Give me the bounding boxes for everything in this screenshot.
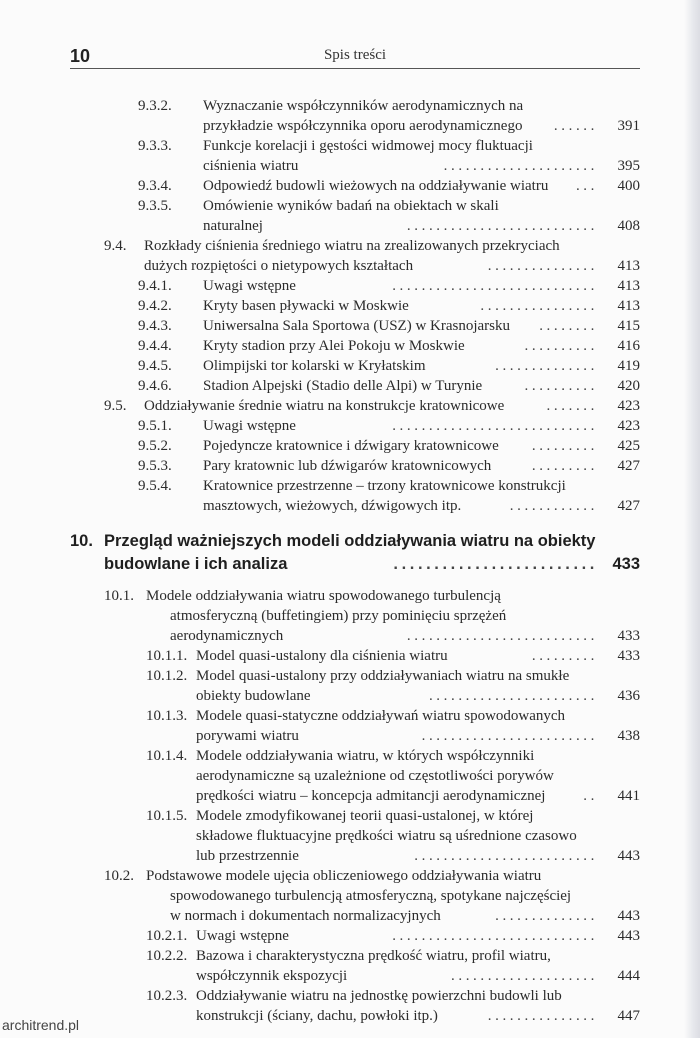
toc-entry-number: 10.1.1. xyxy=(146,648,188,664)
toc-entry-line xyxy=(196,926,598,946)
toc-entry-line xyxy=(203,176,598,196)
toc-entry-number: 10.1.4. xyxy=(146,748,188,764)
toc-entry-number: 10.2.3. xyxy=(146,988,188,1004)
toc-entry-page: 447 xyxy=(617,1008,640,1024)
toc-entry-line xyxy=(144,256,598,276)
toc-entry[interactable] xyxy=(138,336,640,356)
toc-entry-line xyxy=(203,456,598,476)
toc-entry-line xyxy=(203,436,598,456)
toc-leader-dots: ........ xyxy=(539,318,598,334)
toc-entry-title-line: współczynnik ekspozycji xyxy=(196,968,348,984)
toc-entry-number: 9.4.1. xyxy=(138,278,172,294)
toc-entry[interactable] xyxy=(104,586,640,646)
toc-entry-line xyxy=(196,766,640,786)
toc-leader-dots: .. xyxy=(583,788,598,804)
toc-leader-dots: ......... xyxy=(531,648,598,664)
toc-entry-line xyxy=(203,496,598,516)
toc-entry-number: 9.4.6. xyxy=(138,378,172,394)
toc-entry-page: 441 xyxy=(617,788,640,804)
toc-leader-dots: ......... xyxy=(531,458,598,474)
toc-entry-title-line: masztowych, wieżowych, dźwigowych itp. xyxy=(203,498,462,514)
toc-entry-title-line: Uwagi wstępne xyxy=(203,418,296,434)
toc-entry-title-line: porywami wiatru xyxy=(196,728,299,744)
toc-entry-page: 433 xyxy=(617,648,640,664)
toc-leader-dots: ............................ xyxy=(392,928,598,944)
toc-entry-page: 427 xyxy=(617,458,640,474)
toc-entry-title-line: Modele zmodyfikowanej teorii quasi-ustalonej, w której xyxy=(196,808,534,824)
toc-entry-title-line: Modele oddziaływania wiatru spowodowanego turbulencją xyxy=(146,588,501,604)
toc-entry[interactable] xyxy=(138,436,640,456)
toc-entry-line xyxy=(196,946,640,966)
toc-entry-number: 9.4.3. xyxy=(138,318,172,334)
toc-entry-title-line: Kryty basen pływacki w Moskwie xyxy=(203,298,409,314)
toc-entry-line xyxy=(146,866,640,886)
toc-entry[interactable] xyxy=(138,96,640,136)
toc-entry-line xyxy=(203,276,598,296)
toc-entry-line xyxy=(203,316,598,336)
page-number: 10 xyxy=(70,46,91,66)
toc-entry-title-line: prędkości wiatru – koncepcja admitancji aerodynamicznej xyxy=(196,788,546,804)
watermark: architrend.pl xyxy=(2,1017,80,1033)
toc-entry-number: 9.3.4. xyxy=(138,178,172,194)
toc-entry[interactable] xyxy=(138,456,640,476)
toc-leader-dots: .......... xyxy=(524,378,598,394)
toc-entry-title-line: Wyznaczanie współczynników aerodynamicznych na xyxy=(203,98,524,114)
toc-entry-title-line: Uwagi wstępne xyxy=(196,928,289,944)
toc-entry[interactable] xyxy=(138,296,640,316)
toc-entry-line xyxy=(203,116,598,136)
toc-entry-page: 427 xyxy=(617,498,640,514)
toc-entry-title-line: naturalnej xyxy=(203,218,263,234)
toc-entry[interactable] xyxy=(146,946,640,986)
toc-entry-line xyxy=(196,666,640,686)
toc-entry-title-line: Stadion Alpejski (Stadio delle Alpi) w Turynie xyxy=(203,378,483,394)
toc-leader-dots: .............. xyxy=(495,358,598,374)
toc-entry-page: 425 xyxy=(617,438,640,454)
toc-entry-title-line: atmosferyczną (buffetingiem) przy pominięciu sprzężeń xyxy=(170,608,507,624)
toc-entry-title-line: Kryty stadion przy Alei Pokoju w Moskwie xyxy=(203,338,465,354)
toc-leader-dots: ......... xyxy=(531,438,598,454)
toc-entry-title-line: Model quasi-ustalony dla ciśnienia wiatru xyxy=(196,648,448,664)
toc-leader-dots: .......... xyxy=(524,338,598,354)
page-header xyxy=(70,44,640,68)
toc-entry-title-line: Odpowiedź budowli wieżowych na oddziaływanie wiatru xyxy=(203,178,549,194)
toc-leader-dots: ....................... xyxy=(428,688,598,704)
toc-entry-number: 10.2.2. xyxy=(146,948,188,964)
toc-entry-page: 420 xyxy=(617,378,640,394)
toc-entry[interactable] xyxy=(146,706,640,746)
toc-entry[interactable] xyxy=(138,416,640,436)
toc-entry[interactable] xyxy=(70,530,640,576)
toc-entry-title-line: Olimpijski tor kolarski w Kryłatskim xyxy=(203,358,426,374)
toc-entry-line xyxy=(203,156,598,176)
toc-entry-line xyxy=(203,356,598,376)
toc-entry-title-line: budowlane i ich analiza xyxy=(104,555,288,573)
toc-entry[interactable] xyxy=(138,136,640,176)
toc-entry-line xyxy=(196,1006,598,1026)
toc-entry[interactable] xyxy=(138,476,640,516)
toc-entry-number: 9.3.3. xyxy=(138,138,172,154)
toc-entry-number: 9.5.1. xyxy=(138,418,172,434)
toc-entry-line xyxy=(146,586,640,606)
toc-entry[interactable] xyxy=(138,376,640,396)
toc-entry-line xyxy=(196,646,598,666)
toc-entry-title-line: Rozkłady ciśnienia średniego wiatru na zrealizowanych przekryciach xyxy=(144,238,560,254)
toc-entry-page: 391 xyxy=(617,118,640,134)
toc-leader-dots: ............... xyxy=(487,258,598,274)
toc-leader-dots: .......................... xyxy=(406,218,598,234)
toc-entry-number: 10.1. xyxy=(104,588,134,604)
toc-leader-dots: ............................ xyxy=(392,418,598,434)
toc-entry-line xyxy=(170,886,640,906)
toc-entry[interactable] xyxy=(146,806,640,866)
toc-entry-line xyxy=(203,416,598,436)
toc-entry-page: 413 xyxy=(617,258,640,274)
toc-entry-title-line: Oddziaływanie wiatru na jednostkę powierzchni budowli lub xyxy=(196,988,562,1004)
toc-entry-line xyxy=(196,966,598,986)
toc-entry[interactable] xyxy=(138,316,640,336)
toc-entry[interactable] xyxy=(146,666,640,706)
toc-leader-dots: ............................ xyxy=(392,278,598,294)
toc-leader-dots: .............. xyxy=(495,908,598,924)
toc-entry-page: 444 xyxy=(617,968,640,984)
toc-leader-dots: ...... xyxy=(553,118,598,134)
toc-entry-page: 423 xyxy=(617,418,640,434)
toc-entry-page: 416 xyxy=(617,338,640,354)
toc-entry-title-line: Oddziaływanie średnie wiatru na konstrukcje kratownicowe xyxy=(144,398,505,414)
toc-leader-dots: ............ xyxy=(509,498,598,514)
toc-entry-line xyxy=(196,786,598,806)
toc-entry-number: 9.5.2. xyxy=(138,438,172,454)
toc-entry-title-line: składowe fluktuacyjne prędkości wiatru są uśrednione czasowo xyxy=(196,828,577,844)
toc-entry-title-line: Bazowa i charakterystyczna prędkość wiatru, profil wiatru, xyxy=(196,948,551,964)
toc-entry-line xyxy=(196,706,640,726)
toc-entry-title-line: Uwagi wstępne xyxy=(203,278,296,294)
toc-entry-page: 443 xyxy=(617,908,640,924)
toc-entry[interactable] xyxy=(146,926,640,946)
toc-entry-title-line: Omówienie wyników badań na obiektach w skali xyxy=(203,198,499,214)
toc-entry-line xyxy=(196,806,640,826)
toc-entry-page: 400 xyxy=(617,178,640,194)
toc-entry-line xyxy=(203,376,598,396)
toc-entry-title-line: przykładzie współczynnika oporu aerodynamicznego xyxy=(203,118,523,134)
toc-entry-line xyxy=(144,236,640,256)
toc-leader-dots: ......................... xyxy=(414,848,598,864)
toc-entry[interactable] xyxy=(138,176,640,196)
toc-entry-page: 438 xyxy=(617,728,640,744)
toc-entry-page: 395 xyxy=(617,158,640,174)
toc-entry-number: 9.4.5. xyxy=(138,358,172,374)
toc-entry-line xyxy=(196,986,640,1006)
toc-entry-title-line: spowodowanego turbulencją atmosferyczną, spotykane najczęściej xyxy=(170,888,572,904)
toc-entry-title-line: Przegląd ważniejszych modeli oddziaływania wiatru na obiekty xyxy=(104,532,596,550)
header-rule xyxy=(70,68,640,69)
toc-entry-number: 10.1.3. xyxy=(146,708,188,724)
toc-entry-line xyxy=(196,726,598,746)
toc-entry-title-line: Model quasi-ustalony przy oddziaływaniach wiatru na smukłe xyxy=(196,668,570,684)
toc-entry-line xyxy=(203,296,598,316)
toc-entry-number: 9.3.5. xyxy=(138,198,172,214)
toc-entry-number: 9.5.4. xyxy=(138,478,172,494)
toc-entry-number: 9.4.4. xyxy=(138,338,172,354)
toc-entry[interactable] xyxy=(138,196,640,236)
toc-entry-number: 9.4. xyxy=(104,238,127,254)
toc-entry-title-line: Podstawowe modele ujęcia obliczeniowego oddziaływania wiatru xyxy=(146,868,542,884)
toc-entry-line xyxy=(170,606,640,626)
toc-leader-dots: ........................ xyxy=(421,728,598,744)
toc-entry-page: 443 xyxy=(617,848,640,864)
toc-entry-line xyxy=(104,553,598,576)
toc-entry-line xyxy=(170,626,598,646)
toc-entry-line xyxy=(203,96,640,116)
toc-entry[interactable] xyxy=(146,646,640,666)
toc-entry-title-line: Uniwersalna Sala Sportowa (USZ) w Krasnojarsku xyxy=(203,318,511,334)
toc-entry-page: 433 xyxy=(617,628,640,644)
running-title: Spis treści xyxy=(323,47,387,63)
toc-entry-line xyxy=(203,196,640,216)
toc-leader-dots: .......................... xyxy=(406,628,598,644)
toc-leader-dots: .................... xyxy=(451,968,598,984)
page-edge-shadow xyxy=(684,0,700,1038)
toc-entry[interactable] xyxy=(104,396,640,416)
toc-entry-page: 419 xyxy=(617,358,640,374)
toc-entry-number: 9.3.2. xyxy=(138,98,172,114)
toc-entry-title-line: Pojedyncze kratownice i dźwigary kratownicowe xyxy=(203,438,499,454)
toc-entry-page: 423 xyxy=(617,398,640,414)
toc-entry-line xyxy=(196,746,640,766)
toc-entry[interactable] xyxy=(146,986,640,1026)
toc-entry-line xyxy=(104,530,640,553)
toc-leader-dots: ................ xyxy=(480,298,598,314)
toc-entry[interactable] xyxy=(104,236,640,276)
toc-entry-line xyxy=(170,906,598,926)
toc-entry-page: 413 xyxy=(617,298,640,314)
toc-leader-dots: ... xyxy=(575,178,598,194)
toc-entry-title-line: Kratownice przestrzenne – trzony kratownicowe konstrukcji xyxy=(203,478,566,494)
toc-leader-dots: ..................... xyxy=(443,158,598,174)
toc-entry-page: 408 xyxy=(617,218,640,234)
toc-entry-page: 443 xyxy=(617,928,640,944)
toc-entry-line xyxy=(203,216,598,236)
toc-entry-title-line: Modele oddziaływania wiatru, w których współczynniki xyxy=(196,748,535,764)
toc-entry[interactable] xyxy=(146,746,640,806)
toc-entry-number: 9.4.2. xyxy=(138,298,172,314)
toc-entry-title-line: lub przestrzennie xyxy=(196,848,299,864)
toc-entry-number: 9.5. xyxy=(104,398,127,414)
toc-entry-title-line: konstrukcji (ściany, dachu, powłoki itp.) xyxy=(196,1008,438,1024)
toc-entry-title-line: aerodynamicznych xyxy=(170,628,284,644)
toc-leader-dots: ............... xyxy=(487,1008,598,1024)
toc-entry-line xyxy=(196,686,598,706)
toc-entry-line xyxy=(203,136,640,156)
toc-entry[interactable] xyxy=(104,866,640,926)
toc-entry-number: 10.1.2. xyxy=(146,668,188,684)
toc-entry-page: 436 xyxy=(617,688,640,704)
toc-entry-number: 10. xyxy=(70,532,93,550)
toc-entry-title-line: Funkcje korelacji i gęstości widmowej mocy fluktuacji xyxy=(203,138,533,154)
toc-entry-title-line: aerodynamiczne są uzależnione od częstotliwości porywów xyxy=(196,768,554,784)
toc-entry-line xyxy=(196,826,640,846)
toc-entry-page: 415 xyxy=(617,318,640,334)
toc-entry-title-line: obiekty budowlane xyxy=(196,688,311,704)
toc-entry-line xyxy=(196,846,598,866)
toc-entry-number: 9.5.3. xyxy=(138,458,172,474)
toc-entry-number: 10.2.1. xyxy=(146,928,188,944)
toc-leader-dots: ....... xyxy=(546,398,598,414)
toc-entry-number: 10.1.5. xyxy=(146,808,188,824)
toc-entry[interactable] xyxy=(138,356,640,376)
toc-entry-title-line: w normach i dokumentach normalizacyjnych xyxy=(170,908,441,924)
toc-leader-dots: ......................... xyxy=(393,555,598,573)
toc-entry[interactable] xyxy=(138,276,640,296)
toc-entry-line xyxy=(203,336,598,356)
toc-entry-title-line: dużych rozpiętości o nietypowych kształtach xyxy=(144,258,414,274)
toc-entry-number: 10.2. xyxy=(104,868,134,884)
toc-entry-title-line: Modele quasi-statyczne oddziaływań wiatru spowodowanych xyxy=(196,708,566,724)
toc-entry-title-line: ciśnienia wiatru xyxy=(203,158,299,174)
toc-entry-line xyxy=(144,396,598,416)
toc-entry-title-line: Pary kratownic lub dźwigarów kratownicowych xyxy=(203,458,492,474)
toc-entry-page: 433 xyxy=(612,555,640,573)
toc-entry-page: 413 xyxy=(617,278,640,294)
toc-entry-line xyxy=(203,476,640,496)
